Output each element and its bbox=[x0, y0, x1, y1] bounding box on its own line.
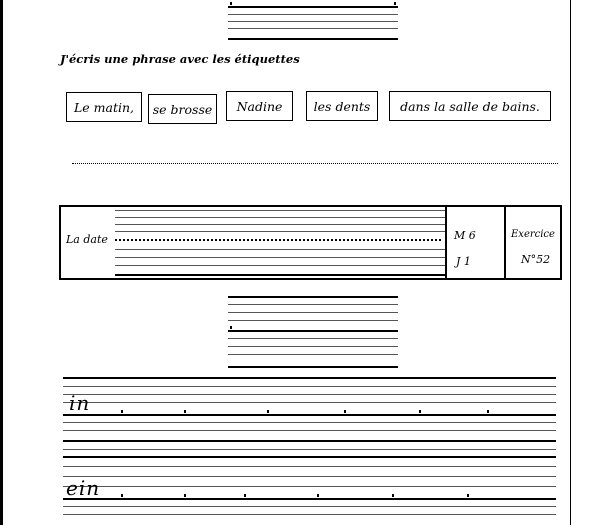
word-label-2: se brosse bbox=[148, 94, 217, 124]
page-left-border bbox=[0, 0, 3, 525]
word-label-3: Nadine bbox=[226, 91, 293, 121]
middle-writing-lines bbox=[228, 292, 398, 372]
writing-practice-in bbox=[63, 374, 556, 444]
word-label-4: les dents bbox=[306, 91, 378, 121]
word-label-1: Le matin, bbox=[66, 92, 142, 122]
date-label: La date bbox=[66, 233, 108, 246]
date-band bbox=[59, 205, 562, 280]
exercise-number: N°52 bbox=[521, 253, 551, 266]
day-indicator: J 1 bbox=[456, 255, 471, 268]
top-writing-lines bbox=[228, 0, 398, 45]
word-label-5: dans la salle de bains. bbox=[389, 91, 551, 121]
model-word-ein: ein bbox=[66, 476, 101, 500]
band-separator-1 bbox=[445, 207, 447, 278]
writing-practice-ein bbox=[63, 446, 556, 525]
page-right-border bbox=[570, 0, 571, 525]
month-indicator: M 6 bbox=[454, 229, 476, 242]
instruction-text: J'écris une phrase avec les étiquettes bbox=[60, 52, 300, 66]
date-writing-lines bbox=[115, 207, 445, 278]
exercise-title: Exercice bbox=[511, 229, 555, 240]
band-separator-2 bbox=[504, 207, 506, 278]
sentence-answer-line bbox=[72, 163, 558, 164]
model-word-in: in bbox=[69, 391, 91, 415]
